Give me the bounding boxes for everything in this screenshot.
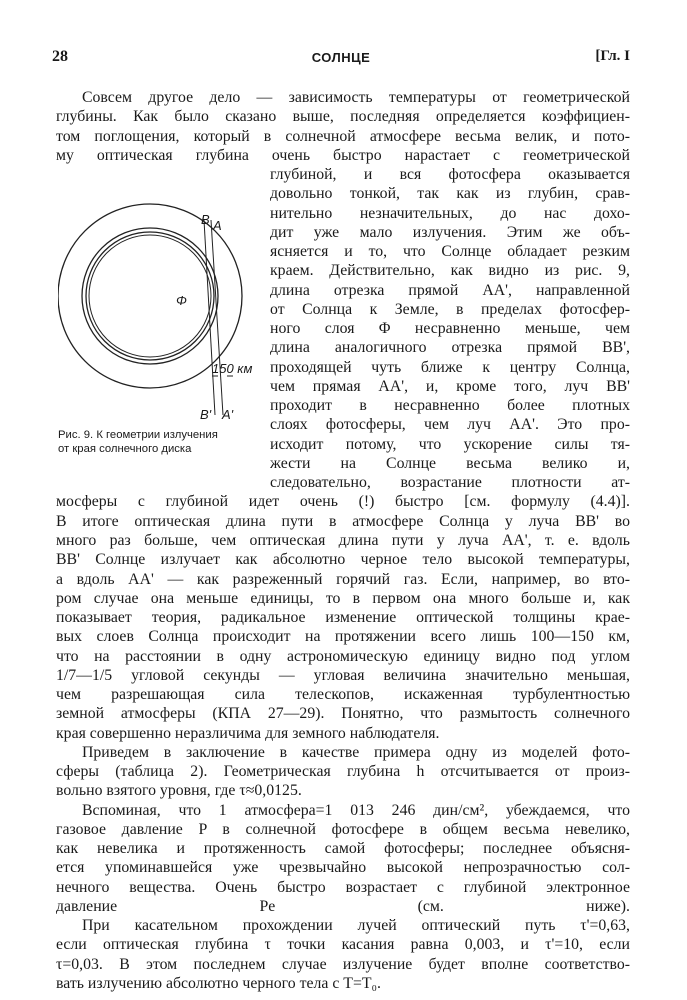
text-line: если оптическая глубина τ точки касания равна 0,003, и τ'=10, если [56,936,630,953]
text-line: Приведем в заключение в качестве примера одну из моделей фото- [82,744,630,761]
label-a-prime: A' [222,407,234,422]
caption-line: от края солнечного диска [58,443,192,455]
figure-caption [58,428,258,456]
text-line: вать излучению абсолютно черного тела с T=T₀. [56,975,381,992]
text-line: том поглощения, который в солнечной атмосфере весьма велик, и пото- [56,128,630,145]
text-line: показывает теория, радикальное изменение оптической толщины крае- [56,609,630,626]
caption-line: Рис. 9. К геометрии излучения [58,429,218,441]
text-line: давление Pe (см. ниже). [56,898,630,915]
text-line: вольно взятого уровня, где τ≈0,0125. [56,782,302,799]
sun-limb-diagram [58,178,258,428]
label-a: A [213,218,222,233]
text-line: мосферы с глубиной идет очень (!) быстро [см. формулу (4.4)]. [56,493,630,510]
text-line: проходящей чуть ближе к центру Солнца, [270,359,630,376]
text-line: длина отрезка прямой AA', направленной [270,282,630,299]
figure-9 [58,178,258,458]
label-phi: Φ [176,293,187,308]
photosphere-circle [86,232,214,360]
label-b: B [201,212,210,227]
text-line: а вдоль AA' — как разреженный горячий газ. Если, например, во вто- [56,571,630,588]
text-line: края совершенно неразличима для земного наблюдателя. [56,725,440,742]
text-line: краем. Действительно, как видно из рис. 9, [270,262,630,279]
text-line: глубиной, и вся фотосфера оказывается [270,166,630,183]
page-number: 28 [52,48,68,65]
running-title: СОЛНЦЕ [311,50,371,65]
text-line: дит уже мало излучения. Этим же объ- [270,224,630,241]
text-line: много раз больше, чем оптическая длина пути у луча AA', т. е. вдоль [56,532,630,549]
text-line: BB' Солнце излучает как абсолютно черное тело высокой температуры, [56,551,630,568]
text-line: жести на Солнце весьма велико и, [270,455,630,472]
text-line: газовое давление P в солнечной фотосфере в общем весьма невелико, [56,821,630,838]
label-150km: 150 км [212,361,253,376]
text-line: следовательно, возрастание плотности ат- [270,474,630,491]
text-line: от Солнца к Земле, в пределах фотосфер- [270,301,630,318]
text-line: Совсем другое дело — зависимость температуры от геометрической [82,89,630,106]
text-line: му оптическая глубина очень быстро нарастает с геометрической [56,147,630,164]
text-line: вых слоев Солнца происходит на протяжении всего лишь 100—150 км, [56,628,630,645]
text-line: проходит в несравненно более плотных [270,397,630,414]
text-line: как невелика и протяженность самой фотосферы; последнее объясня- [56,840,630,857]
text-line: что на расстоянии в одну астрономическую единицу видно под углом [56,648,630,665]
text-line: При касательном прохождении лучей оптический путь τ'=0,63, [82,917,630,934]
inner-circle [89,235,211,357]
text-line: нечного вещества. Очень быстро возрастает с глубиной электронное [56,879,630,896]
text-line: довольно тонкой, так как из глубин, срав- [270,185,630,202]
text-line: нительно незначительных, до нас дохо- [270,205,630,222]
text-line: τ=0,03. В этом последнем случае излучение будет вполне соответство- [56,956,630,973]
page-header [52,48,630,70]
text-line: ного слоя Φ несравненно меньше, чем [270,320,630,337]
text-line: 1/7—1/5 угловой секунды — угловая величина значительно меньшая, [56,667,630,684]
text-line: В итоге оптическая длина пути в атмосфере Солнца у луча BB' во [56,513,630,530]
text-line: длина аналогичного отрезка прямой BB', [270,339,630,356]
middle-circle [82,228,218,364]
text-line: земной атмосферы (КПА 27—29). Понятно, что размытость солнечного [56,705,630,722]
ray-bb [204,220,215,415]
text-line: ром случае она меньше единицы, то в первом она много больше и, как [56,590,630,607]
text-line: ясняется и то, что Солнце обладает резким [270,243,630,260]
ray-aa [211,220,223,415]
text-line: Вспоминая, что 1 атмосфера=1 013 246 дин/см², убеждаемся, что [82,802,630,819]
label-b-prime: B' [200,407,212,422]
text-line: чем разрешающая сила телескопов, искаженная турбулентностью [56,686,630,703]
text-line: исходит потому, что ускорение силы тя- [270,436,630,453]
chapter-label: [Гл. I [595,48,630,64]
text-line: сферы (таблица 2). Геометрическая глубина h отсчитывается от произ- [56,763,630,780]
text-line: слоях фотосферы, чем луч AA'. Это про- [270,416,630,433]
text-line: чем прямая AA', и, кроме того, луч BB' [270,378,630,395]
text-line: ется упоминавшейся уже чрезвычайно высокой непрозрачностью сол- [56,859,630,876]
text-line: глубины. Как было сказано выше, последняя определяется коэффициен- [56,108,630,125]
